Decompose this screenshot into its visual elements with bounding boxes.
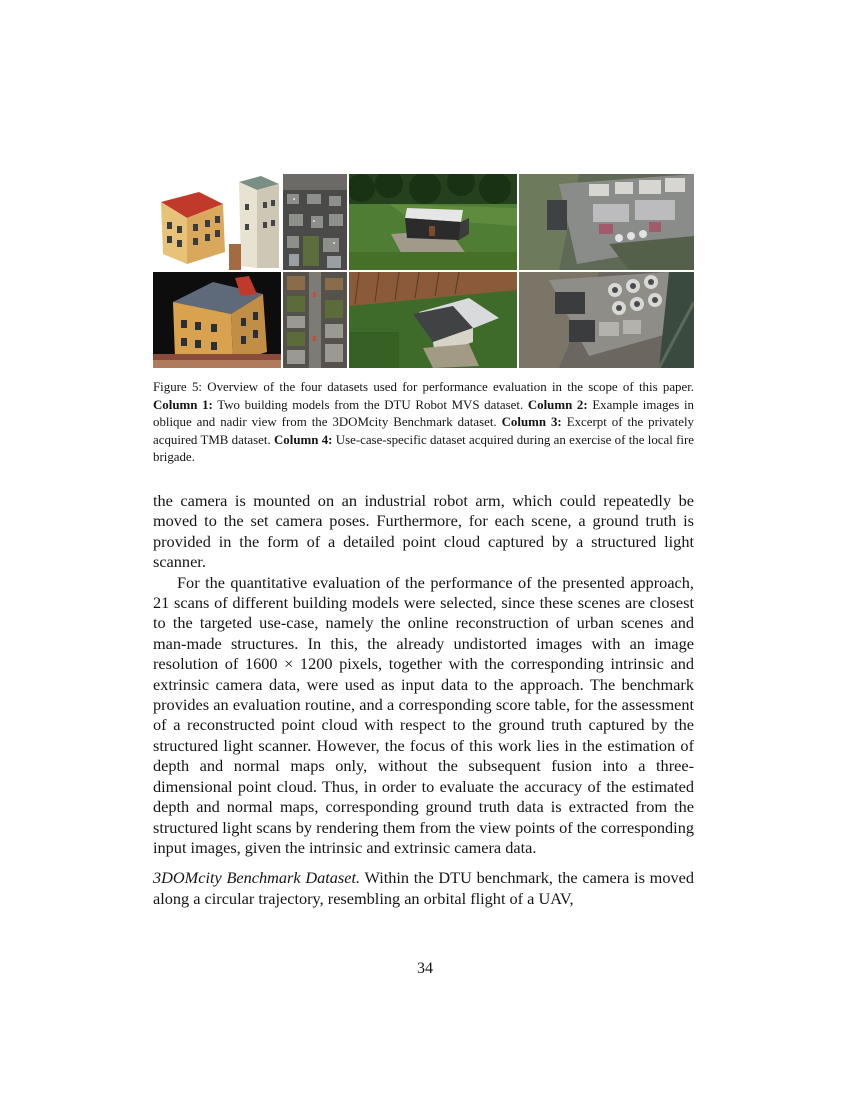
caption-col1-label: Column 1: — [153, 397, 213, 412]
tmb-image-2 — [349, 272, 517, 368]
tmb-image-1 — [349, 174, 517, 270]
fire-brigade-image-2 — [519, 272, 694, 368]
section-heading-3domcity: 3DOMcity Benchmark Dataset. — [153, 868, 361, 888]
caption-col3-label: Column 3: — [501, 415, 562, 429]
fire-brigade-image-1 — [519, 174, 694, 270]
caption-col3-text: Excerpt of the privately acquired TMB dataset. — [153, 415, 694, 447]
3domcity-image-1 — [283, 174, 347, 270]
caption-col2-label: Column 2: — [527, 397, 588, 412]
paragraph-3-text: Within the DTU benchmark, the camera is moved along a circular trajectory, resembling an orbital flight of a UAV, — [153, 868, 694, 908]
body-text — [153, 491, 694, 909]
3domcity-image-2 — [283, 272, 347, 368]
page-number: 34 — [417, 960, 433, 977]
caption-col4-text: Use-case-specific dataset acquired during an exercise of the local fire brigade. — [153, 432, 694, 464]
caption-col4-label: Column 4: — [274, 432, 333, 447]
figure-caption — [153, 379, 694, 467]
caption-intro: Overview of the four datasets used for performance evaluation in the scope of this paper. — [207, 380, 695, 394]
caption-col2-text: Example images in oblique and nadir view from the 3DOMcity Benchmark dataset. — [153, 397, 694, 429]
paragraph-3 — [153, 868, 694, 909]
paragraph-1: the camera is mounted on an industrial robot arm, which could repeatedly be moved to the set camera poses. Furthermore, for each scene, a ground truth is provided in the form of a detailed point cloud captured by a structured light scanner. — [153, 491, 694, 572]
paragraph-2 — [153, 573, 694, 859]
dtu-model-image-1 — [153, 174, 281, 270]
caption-col1-text: Two building models from the DTU Robot MVS dataset. — [217, 397, 524, 412]
paragraph-2-part-b: pixels, together with the corresponding intrinsic and extrinsic camera data, were used as input data to the approach. The benchmark provides an evaluation routine, and a corresponding score table, for the assessment of a reconstructed point cloud with respect to the ground truth captured by the structured light scanner. However, the focus of this work lies in the estimation of depth and normal maps only, without the subsequent fusion into a three-dimensional point cloud. Thus, in order to evaluate the accuracy of the estimated depth and normal maps, corresponding ground truth data is extracted from the structured light scans by rendering them from the view points of the corresponding input images, given the intrinsic and extrinsic camera data. — [153, 654, 695, 857]
paragraph-2-part-a: For the quantitative evaluation of the performance of the presented approach, 21 scans of different building models were selected, since these scenes are closest to the targeted use-case, namely the online reconstruction of urban scenes and man-made structures. In this, the already undistorted images with an image resolution of — [153, 572, 694, 674]
dtu-model-image-2 — [153, 272, 281, 368]
image-resolution: 1600 × 1200 — [244, 654, 333, 674]
figure-5-image-grid — [153, 174, 694, 368]
figure-label: Figure 5: — [153, 380, 202, 394]
